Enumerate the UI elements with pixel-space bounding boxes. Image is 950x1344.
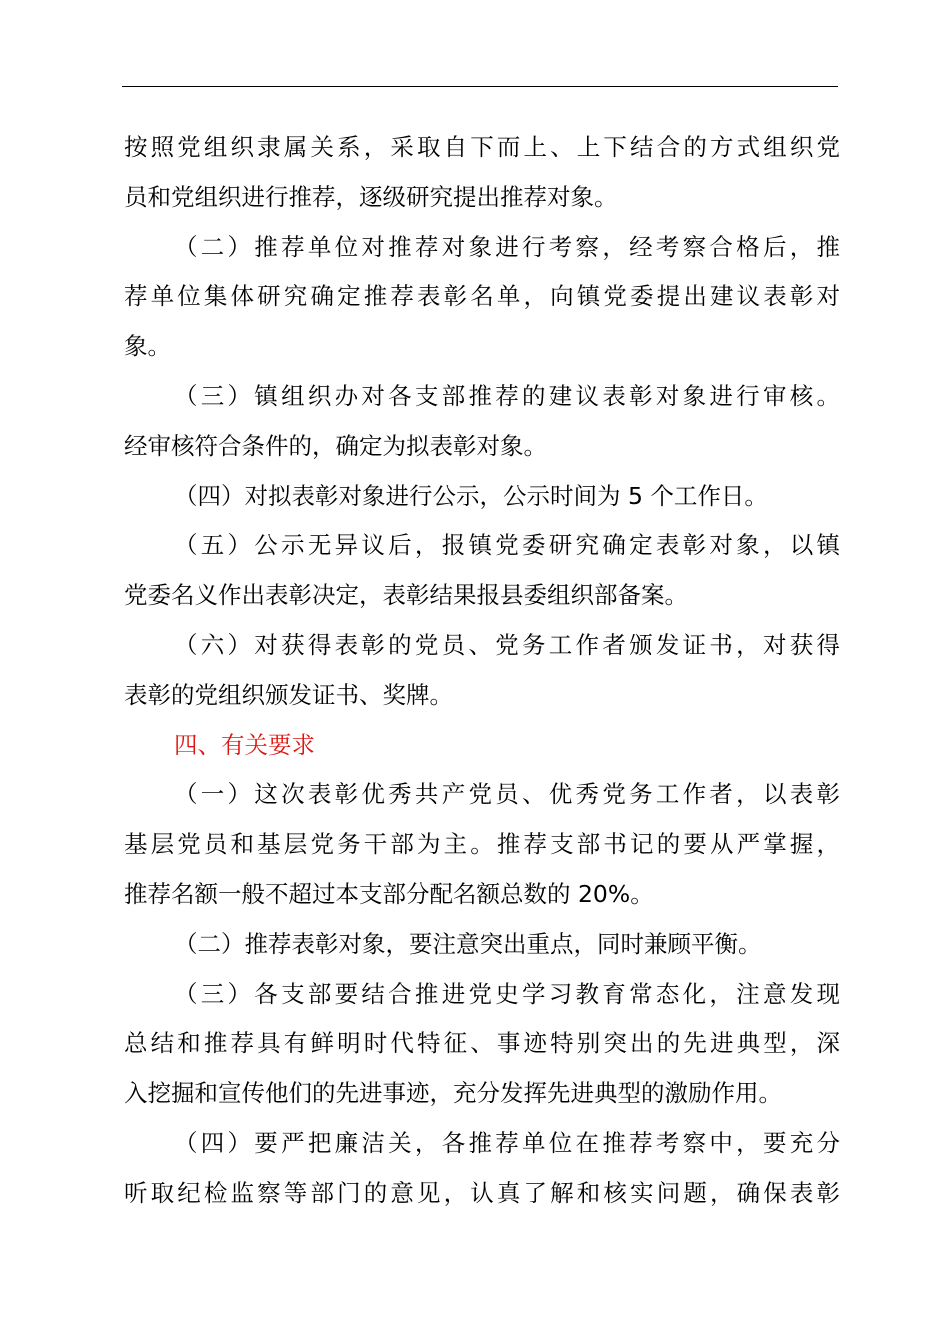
section-heading: 四、有关要求: [174, 730, 315, 759]
paragraph-line: 入挖掘和宣传他们的先进事迹，充分发挥先进典型的激励作用。: [124, 1079, 782, 1108]
paragraph-line: 党委名义作出表彰决定，表彰结果报县委组织部备案。: [124, 581, 688, 610]
paragraph-line: （六）对获得表彰的党员、党务工作者颁发证书，对获得: [174, 630, 840, 659]
paragraph-line: （一）这次表彰优秀共产党员、优秀党务工作者，以表彰: [174, 780, 840, 809]
paragraph-line: 基层党员和基层党务干部为主。推荐支部书记的要从严掌握，: [124, 830, 840, 859]
paragraph-line: （二）推荐表彰对象，要注意突出重点，同时兼顾平衡。: [174, 929, 762, 958]
paragraph-line: 员和党组织进行推荐，逐级研究提出推荐对象。: [124, 182, 618, 211]
paragraph-line: 听取纪检监察等部门的意见，认真了解和核实问题，确保表彰: [124, 1178, 840, 1207]
paragraph-line: （五）公示无异议后，报镇党委研究确定表彰对象，以镇: [174, 531, 840, 560]
paragraph-line: 总结和推荐具有鲜明时代特征、事迹特别突出的先进典型，深: [124, 1029, 840, 1058]
paragraph-line: 表彰的党组织颁发证书、奖牌。: [124, 680, 453, 709]
paragraph-line: 经审核符合条件的，确定为拟表彰对象。: [124, 431, 547, 460]
paragraph-line: 象。: [124, 332, 171, 361]
document-body: [124, 123, 840, 1219]
paragraph-line: （四）对拟表彰对象进行公示，公示时间为 5 个工作日。: [174, 481, 768, 510]
header-rule: [122, 86, 838, 87]
paragraph-line: （三）各支部要结合推进党史学习教育常态化，注意发现: [174, 979, 840, 1008]
paragraph-line: 推荐名额一般不超过本支部分配名额总数的 20%。: [124, 879, 654, 908]
paragraph-line: 按照党组织隶属关系，采取自下而上、上下结合的方式组织党: [124, 133, 840, 161]
paragraph-line: （三）镇组织办对各支部推荐的建议表彰对象进行审核。: [174, 381, 840, 410]
paragraph-line: 荐单位集体研究确定推荐表彰名单，向镇党委提出建议表彰对: [124, 282, 840, 311]
paragraph-line: （二）推荐单位对推荐对象进行考察，经考察合格后，推: [174, 232, 840, 261]
paragraph-line: （四）要严把廉洁关，各推荐单位在推荐考察中，要充分: [174, 1128, 840, 1157]
